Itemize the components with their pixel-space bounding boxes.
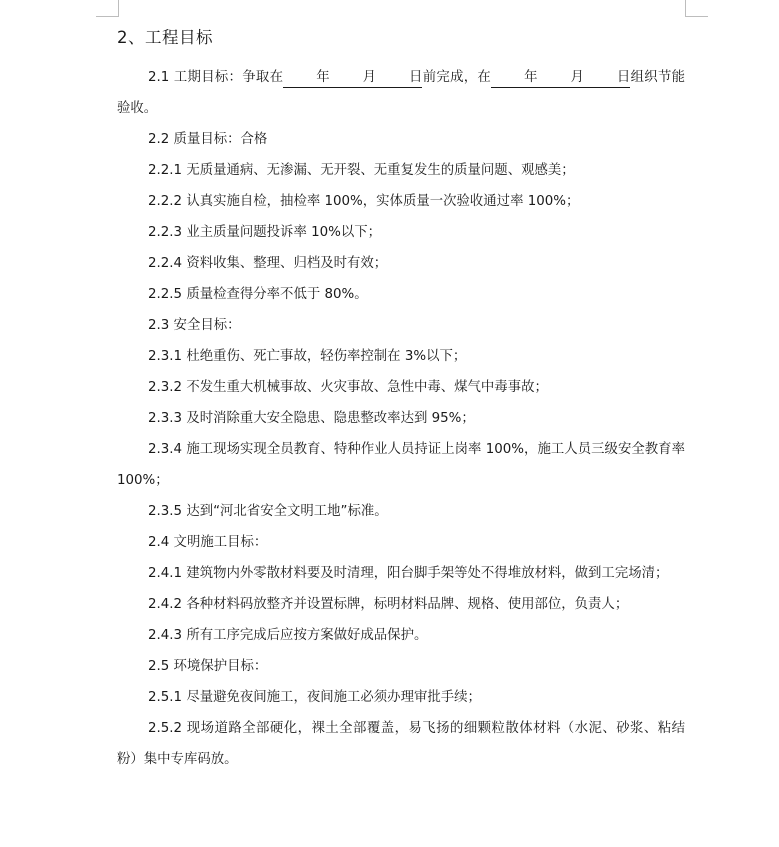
page-corner-mark-left	[96, 0, 119, 17]
paragraph: 2.5.1 尽量避免夜间施工，夜间施工必须办理审批手续；	[148, 690, 481, 705]
paragraph: 2.3.4 施工现场实现全员教育、特种作业人员持证上岗率 100%，施工人员三级安全教育率 100%；	[117, 442, 685, 488]
paragraph: 2.4 文明施工目标：	[148, 535, 268, 550]
completion-month-label: 月	[362, 70, 377, 85]
paragraph: 2.3 安全目标：	[148, 318, 241, 333]
paragraph: 2.3.2 不发生重大机械事故、火灾事故、急性中毒、煤气中毒事故；	[148, 380, 548, 395]
paragraph: 2.2 质量目标：合格	[148, 132, 268, 147]
completion-day-label: 日	[409, 70, 423, 85]
page-corner-mark-right	[685, 0, 708, 17]
acceptance-day-label: 日	[616, 70, 631, 85]
completion-date-blank	[283, 69, 422, 88]
acceptance-month-label: 月	[570, 70, 584, 85]
document-body	[117, 22, 685, 775]
paragraph: 2.5.2 现场道路全部硬化，裸土全部覆盖，易飞扬的细颗粒散体材料（水泥、砂浆、粘结粉）集中专库码放。	[117, 721, 685, 767]
paragraph: 2.4.1 建筑物内外零散材料要及时清理，阳台脚手架等处不得堆放材料，做到工完场清；	[148, 566, 669, 581]
schedule-mid: 前完成，在	[422, 70, 492, 85]
paragraph: 2.2.5 质量检查得分率不低于 80%。	[148, 287, 368, 302]
paragraph: 2.4.2 各种材料码放整齐并设置标牌，标明材料品牌、规格、使用部位，负责人；	[148, 597, 629, 612]
schedule-paragraph	[117, 62, 685, 124]
completion-year-label: 年	[316, 70, 330, 85]
paragraph: 2.4.3 所有工序完成后应按方案做好成品保护。	[148, 628, 428, 643]
acceptance-date-blank	[491, 69, 630, 88]
paragraph: 2.3.3 及时消除重大安全隐患、隐患整改率达到 95%；	[148, 411, 475, 426]
paragraph: 2.3.1 杜绝重伤、死亡事故，轻伤率控制在 3%以下；	[148, 349, 467, 364]
schedule-lead: 2.1 工期目标：争取在	[148, 70, 284, 85]
paragraph: 2.5 环境保护目标：	[148, 659, 268, 674]
paragraph: 2.2.4 资料收集、整理、归档及时有效；	[148, 256, 388, 271]
paragraph: 2.2.2 认真实施自检，抽检率 100%，实体质量一次验收通过率 100%；	[148, 194, 580, 209]
section-heading: 2、工程目标	[117, 28, 213, 47]
schedule-tail: 组织节能验收。	[117, 70, 686, 116]
paragraph: 2.2.3 业主质量问题投诉率 10%以下；	[148, 225, 382, 240]
paragraph: 2.2.1 无质量通病、无渗漏、无开裂、无重复发生的质量问题、观感美；	[148, 163, 575, 178]
acceptance-year-label: 年	[524, 70, 538, 85]
paragraph: 2.3.5 达到“河北省安全文明工地”标准。	[148, 504, 388, 519]
